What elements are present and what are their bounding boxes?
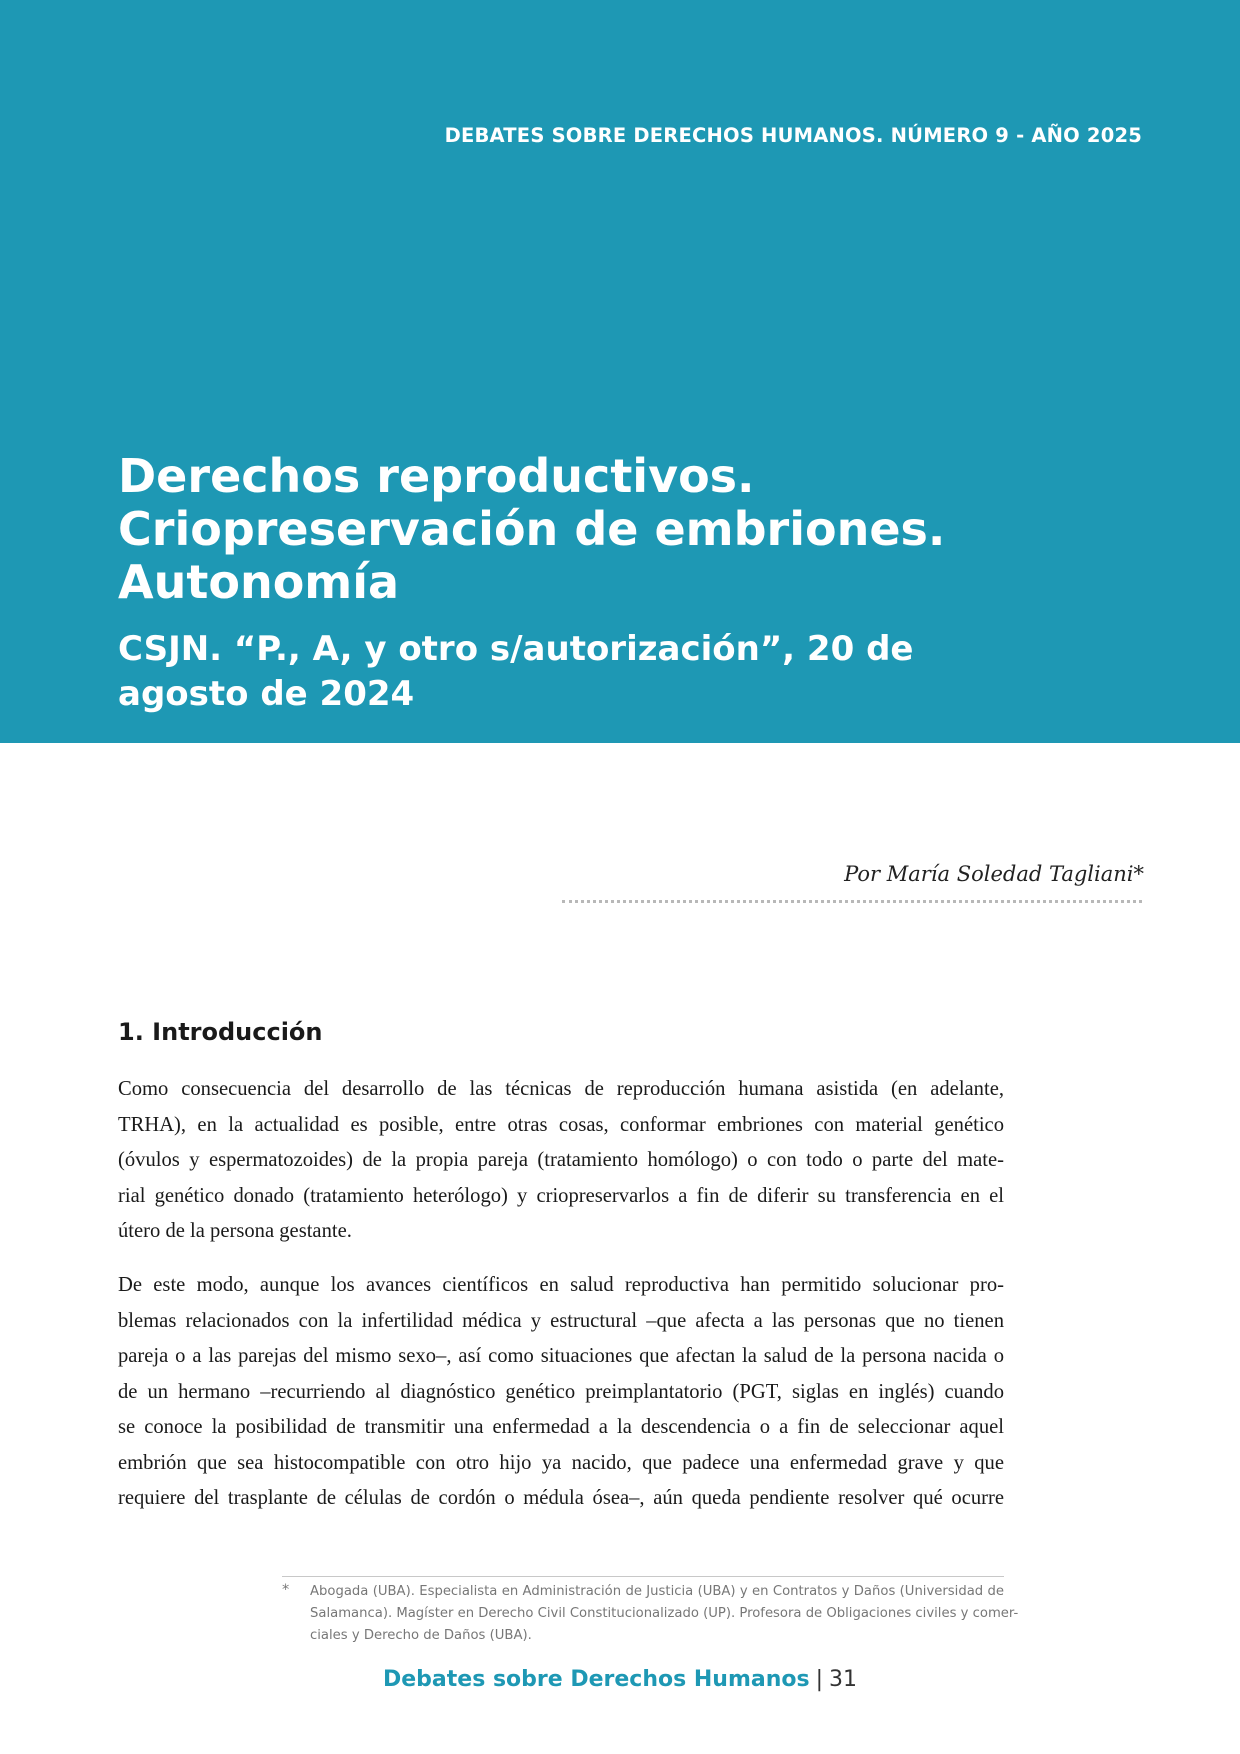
article-title	[118, 450, 1118, 609]
title-line: Autonomía	[118, 555, 400, 609]
article-subtitle	[118, 627, 1118, 717]
page-footer	[0, 1667, 1240, 1692]
paragraph-line: (óvulos y espermatozoides) de la propia pareja (tratamiento homólogo) o con todo o parte del mate-	[118, 1149, 1004, 1171]
paragraph-line: de un hermano –recurriendo al diagnóstico genético preimplantatorio (PGT, siglas en inglés) cuando	[118, 1380, 1004, 1403]
section-heading: 1. Introducción	[118, 1018, 323, 1046]
footnote-line: Salamanca). Magíster en Derecho Civil Constitucionalizado (UP). Profesora de Obligaciones civiles y comer-	[310, 1606, 1019, 1621]
footnote-divider	[282, 1576, 1004, 1577]
paragraph-line: embrión que sea histocompatible con otro hijo ya nacido, que padece una enfermedad grave y que	[118, 1451, 1004, 1474]
paragraph-line: útero de la persona gestante.	[118, 1220, 352, 1242]
footer-separator: |	[815, 1667, 823, 1692]
paragraph-line: blemas relacionados con la infertilidad médica y estructural –que afecta a las personas que no tienen	[118, 1309, 1004, 1332]
author-byline: Por María Soledad Tagliani*	[844, 862, 1144, 886]
paragraph-line: Como consecuencia del desarrollo de las técnicas de reproducción humana asistida (en adelante,	[118, 1078, 1004, 1100]
footnote-marker: *	[282, 1582, 290, 1598]
subtitle-line: agosto de 2024	[118, 674, 415, 714]
footer-journal-name: Debates sobre Derechos Humanos	[382, 1667, 810, 1692]
title-line: Derechos reproductivos.	[118, 449, 755, 503]
body-paragraph	[118, 1268, 1004, 1517]
paragraph-line: requiere del trasplante de células de cordón o médula ósea–, aún queda pendiente resolver qué ocurre	[118, 1487, 1004, 1509]
page-number: 31	[829, 1667, 857, 1692]
subtitle-line: CSJN. “P., A, y otro s/autorización”, 20 de	[118, 629, 914, 669]
paragraph-line: De este modo, aunque los avances científicos en salud reproductiva han permitido solucionar pro-	[118, 1274, 1004, 1296]
header-banner	[0, 0, 1240, 743]
paragraph-line: rial genético donado (tratamiento heterólogo) y criopreservarlos a fin de diferir su transferencia en el	[118, 1184, 1004, 1207]
paragraph-line: pareja o a las parejas del mismo sexo–, así como situaciones que afectan la salud de la persona nacida o	[118, 1345, 1004, 1367]
body-paragraph	[118, 1072, 1004, 1250]
footnote-line: Abogada (UBA). Especialista en Administración de Justicia (UBA) y en Contratos y Daños (Universidad de	[310, 1584, 1004, 1599]
title-line: Criopreservación de embriones.	[118, 502, 946, 556]
byline-divider	[562, 900, 1142, 903]
footnote-text	[310, 1581, 1019, 1647]
paragraph-line: se conoce la posibilidad de transmitir una enfermedad a la descendencia o a fin de seleccionar aquel	[118, 1416, 1004, 1438]
paragraph-line: TRHA), en la actualidad es posible, entre otras cosas, conformar embriones con material genético	[118, 1113, 1004, 1136]
journal-issue-header: DEBATES SOBRE DERECHOS HUMANOS. NÚMERO 9 - AÑO 2025	[444, 124, 1142, 147]
footnote-line: ciales y Derecho de Daños (UBA).	[310, 1628, 532, 1643]
